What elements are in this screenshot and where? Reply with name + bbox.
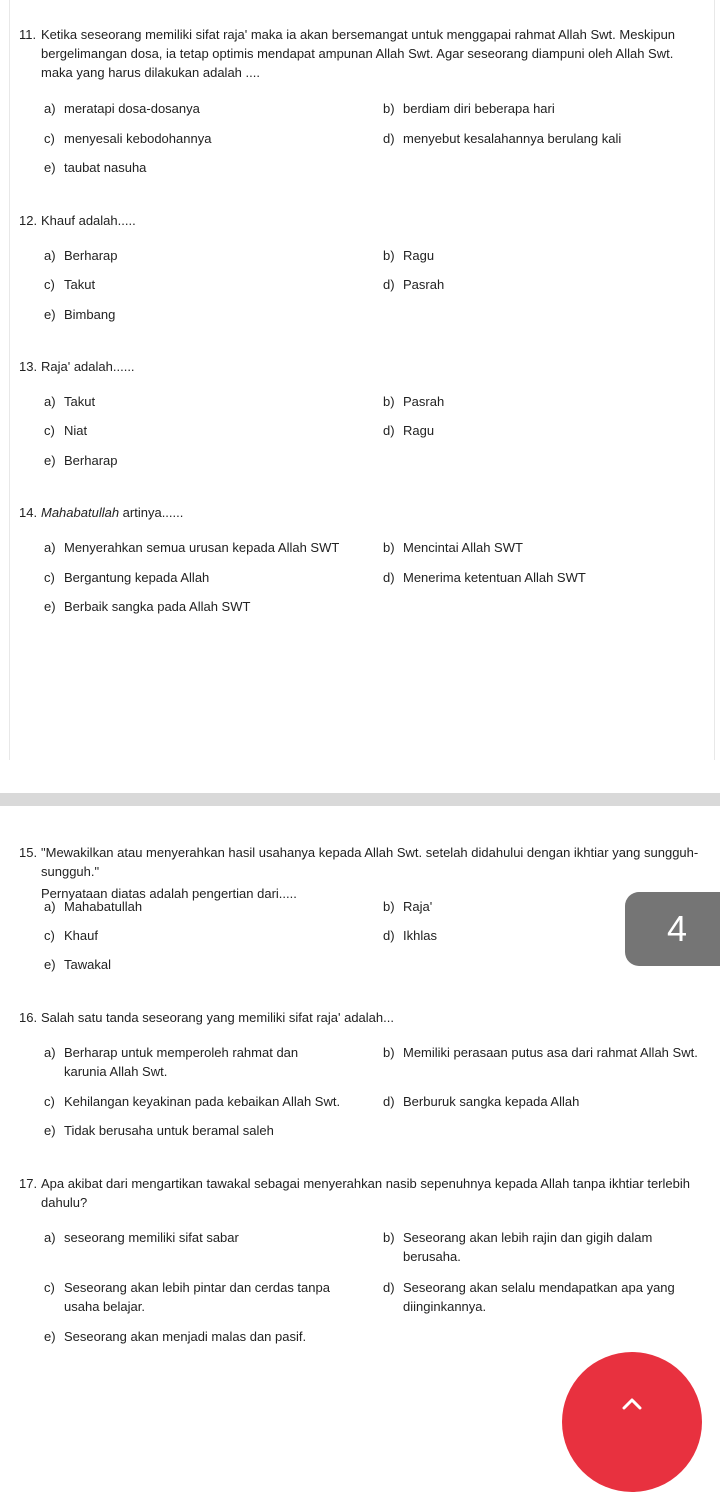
- option-letter: b): [383, 540, 395, 555]
- option-13c[interactable]: [44, 421, 344, 440]
- option-letter: d): [383, 1280, 395, 1295]
- option-11a[interactable]: [44, 99, 344, 118]
- option-text: Menyerahkan semua urusan kepada Allah SWT: [64, 540, 340, 555]
- option-text: Seseorang akan selalu mendapatkan apa yang diinginkannya.: [403, 1280, 675, 1314]
- option-letter: c): [44, 423, 55, 438]
- option-letter: d): [383, 277, 395, 292]
- question-text: Salah satu tanda seseorang yang memiliki sifat raja' adalah...: [41, 1010, 394, 1025]
- question-number: 13.: [19, 359, 38, 374]
- option-13d[interactable]: [383, 421, 703, 440]
- option-text: Takut: [64, 277, 96, 292]
- option-letter: e): [44, 599, 56, 614]
- option-letter: d): [383, 928, 395, 943]
- question-14: [19, 503, 699, 522]
- option-12b[interactable]: [383, 246, 703, 265]
- option-17a[interactable]: [44, 1228, 344, 1247]
- question-number: 15.: [19, 845, 38, 860]
- option-16d[interactable]: [383, 1092, 703, 1111]
- option-letter: d): [383, 131, 395, 146]
- question-number: 12.: [19, 213, 38, 228]
- option-text: Berburuk sangka kepada Allah: [403, 1094, 580, 1109]
- question-text: [41, 503, 699, 522]
- page-number-badge: [625, 892, 720, 966]
- option-text: Mencintai Allah SWT: [403, 540, 523, 555]
- option-letter: b): [383, 248, 395, 263]
- option-16b[interactable]: [383, 1043, 703, 1062]
- option-letter: e): [44, 1329, 56, 1344]
- question-rest: artinya......: [119, 505, 184, 520]
- question-number: 16.: [19, 1010, 38, 1025]
- question-17: [19, 1174, 699, 1212]
- question-11: [19, 25, 699, 82]
- option-letter: a): [44, 101, 56, 116]
- option-15e[interactable]: [44, 955, 344, 974]
- option-13a[interactable]: [44, 392, 344, 411]
- option-letter: a): [44, 540, 56, 555]
- option-16c[interactable]: [44, 1092, 344, 1111]
- option-17c[interactable]: [44, 1278, 344, 1316]
- question-13: [19, 357, 699, 376]
- option-text: Ragu: [403, 423, 435, 438]
- option-17d[interactable]: [383, 1278, 703, 1316]
- option-11c[interactable]: [44, 129, 344, 148]
- option-letter: d): [383, 570, 395, 585]
- option-letter: e): [44, 957, 56, 972]
- option-text: Ikhlas: [403, 928, 437, 943]
- option-letter: c): [44, 1094, 55, 1109]
- option-text: menyebut kesalahannya berulang kali: [403, 131, 622, 146]
- option-text: Menerima ketentuan Allah SWT: [403, 570, 586, 585]
- option-15c[interactable]: [44, 926, 344, 945]
- option-letter: a): [44, 1230, 56, 1245]
- page-edge-right: [714, 0, 715, 760]
- question-text: "Mewakilkan atau menyerahkan hasil usahanya kepada Allah Swt. setelah didahului dengan ikhtiar yang sungguh-sungguh.": [41, 845, 699, 879]
- chevron-up-icon: [619, 1390, 645, 1416]
- option-11e[interactable]: [44, 158, 344, 177]
- option-12d[interactable]: [383, 275, 703, 294]
- option-14a[interactable]: [44, 538, 344, 557]
- option-letter: d): [383, 423, 395, 438]
- option-14e[interactable]: [44, 597, 344, 616]
- option-text: berdiam diri beberapa hari: [403, 101, 555, 116]
- option-12c[interactable]: [44, 275, 344, 294]
- option-12a[interactable]: [44, 246, 344, 265]
- option-letter: b): [383, 101, 395, 116]
- question-number: 14.: [19, 505, 38, 520]
- option-letter: c): [44, 928, 55, 943]
- option-text: Takut: [64, 394, 96, 409]
- option-15a[interactable]: [44, 897, 344, 916]
- option-text: Berharap untuk memperoleh rahmat dan karunia Allah Swt.: [64, 1045, 299, 1079]
- option-text: Tawakal: [64, 957, 111, 972]
- option-text: Seseorang akan lebih rajin dan gigih dalam berusaha.: [403, 1230, 653, 1264]
- option-13b[interactable]: [383, 392, 703, 411]
- option-text: Raja': [403, 899, 433, 914]
- question-subtext: Pernyataan diatas adalah pengertian dari.....: [41, 886, 297, 901]
- question-text: Khauf adalah.....: [41, 213, 136, 228]
- option-text: Ragu: [403, 248, 435, 263]
- question-12: [19, 211, 699, 230]
- option-text: Pasrah: [403, 394, 445, 409]
- option-text: Bimbang: [64, 307, 116, 322]
- option-text: taubat nasuha: [64, 160, 147, 175]
- option-text: seseorang memiliki sifat sabar: [64, 1230, 239, 1245]
- option-letter: a): [44, 248, 56, 263]
- option-11b[interactable]: [383, 99, 703, 118]
- option-text: menyesali kebodohannya: [64, 131, 212, 146]
- option-17e[interactable]: [44, 1327, 444, 1346]
- question-text: Raja' adalah......: [41, 359, 135, 374]
- option-letter: c): [44, 131, 55, 146]
- option-text: Mahabatullah: [64, 899, 143, 914]
- option-letter: e): [44, 307, 56, 322]
- option-text: Tidak berusaha untuk beramal saleh: [64, 1123, 274, 1138]
- option-11d[interactable]: [383, 129, 703, 148]
- option-letter: b): [383, 394, 395, 409]
- question-16: [19, 1008, 699, 1027]
- option-letter: d): [383, 1094, 395, 1109]
- option-16a[interactable]: [44, 1043, 344, 1081]
- page-edge-left: [9, 0, 10, 760]
- page-separator: [0, 793, 720, 806]
- option-letter: c): [44, 570, 55, 585]
- option-16e[interactable]: [44, 1121, 344, 1140]
- option-text: Bergantung kepada Allah: [64, 570, 210, 585]
- option-letter: c): [44, 277, 55, 292]
- option-text: Memiliki perasaan putus asa dari rahmat Allah Swt.: [403, 1045, 698, 1060]
- option-text: Khauf: [64, 928, 98, 943]
- option-letter: b): [383, 1045, 395, 1060]
- option-text: Berharap: [64, 248, 118, 263]
- question-text: Apa akibat dari mengartikan tawakal sebagai menyerahkan nasib sepenuhnya kepada Allah tanpa ikhtiar terlebih dahulu?: [41, 1176, 690, 1210]
- option-text: meratapi dosa-dosanya: [64, 101, 200, 116]
- option-12e[interactable]: [44, 305, 344, 324]
- option-text: Berbaik sangka pada Allah SWT: [64, 599, 251, 614]
- option-14d[interactable]: [383, 568, 703, 587]
- option-letter: e): [44, 453, 56, 468]
- page-number-label: 4: [667, 908, 688, 949]
- option-letter: a): [44, 1045, 56, 1060]
- option-letter: b): [383, 1230, 395, 1245]
- question-number: 17.: [19, 1176, 38, 1191]
- option-14b[interactable]: [383, 538, 703, 557]
- option-13e[interactable]: [44, 451, 344, 470]
- option-letter: e): [44, 1123, 56, 1138]
- option-letter: b): [383, 899, 395, 914]
- option-letter: a): [44, 899, 56, 914]
- question-number: 11.: [19, 27, 37, 42]
- option-letter: c): [44, 1280, 55, 1295]
- option-letter: a): [44, 394, 56, 409]
- option-text: Berharap: [64, 453, 118, 468]
- option-14c[interactable]: [44, 568, 344, 587]
- option-17b[interactable]: [383, 1228, 703, 1266]
- option-text: Seseorang akan lebih pintar dan cerdas tanpa usaha belajar.: [64, 1280, 330, 1314]
- option-text: Seseorang akan menjadi malas dan pasif.: [64, 1329, 307, 1344]
- option-text: Pasrah: [403, 277, 445, 292]
- option-letter: e): [44, 160, 56, 175]
- question-text: Ketika seseorang memiliki sifat raja' maka ia akan bersemangat untuk menggapai rahmat Allah Swt. Meskipun bergelimangan dosa, ia tetap optimis mendapat ampunan Allah Swt. Agar seseorang diampuni oleh Allah Swt. maka yang harus dilakukan adalah ....: [41, 27, 676, 80]
- question-15: [19, 843, 699, 903]
- question-term: Mahabatullah: [41, 505, 120, 520]
- option-text: Kehilangan keyakinan pada kebaikan Allah Swt.: [64, 1094, 341, 1109]
- floating-action-button[interactable]: [562, 1352, 702, 1492]
- option-text: Niat: [64, 423, 88, 438]
